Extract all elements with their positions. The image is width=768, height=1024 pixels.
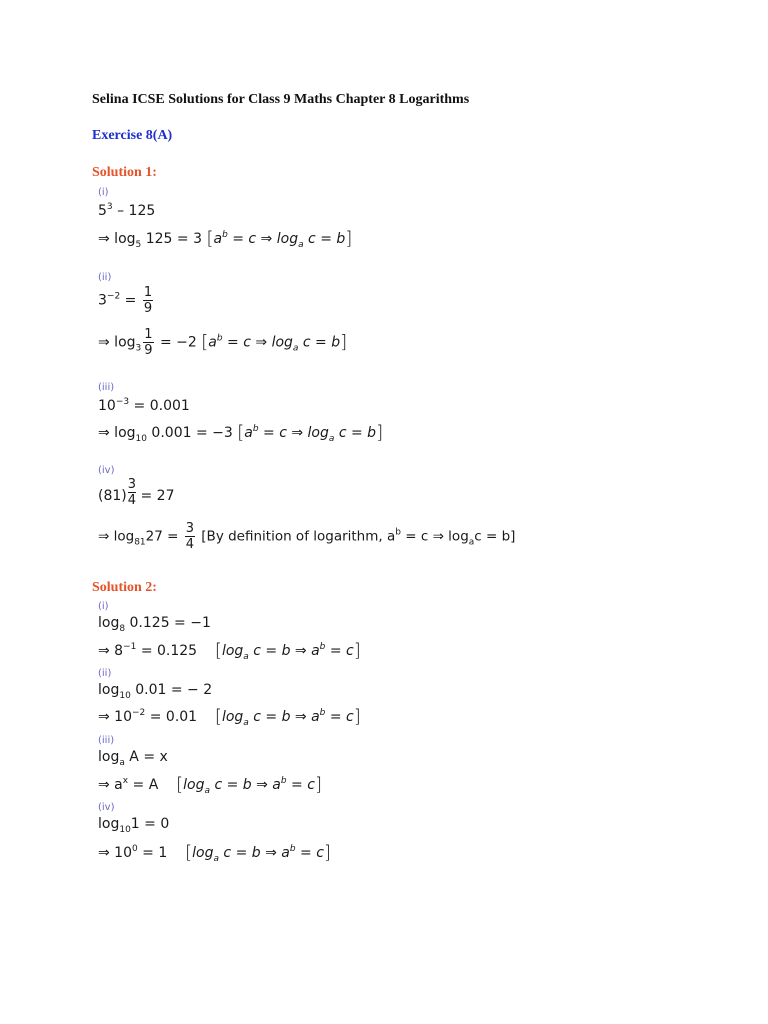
- rule-log-base: a: [213, 854, 219, 864]
- open-bracket: [: [214, 640, 222, 661]
- solution-1-part-i-label: (i): [98, 187, 109, 198]
- close-bracket: ]: [323, 842, 331, 863]
- rule-exponent: b: [280, 776, 287, 786]
- rule-exponent: b: [319, 642, 326, 652]
- text: = −2: [155, 334, 202, 351]
- log-base: 5: [135, 240, 142, 250]
- open-bracket: [: [237, 422, 245, 443]
- numerator: 1: [143, 285, 153, 300]
- open-bracket: [: [185, 842, 193, 863]
- denominator: 9: [143, 301, 153, 316]
- log-base: a: [119, 758, 125, 768]
- rule-a: a: [244, 425, 253, 441]
- text: 125 = 3: [141, 231, 207, 247]
- rule-log-base: a: [243, 718, 249, 728]
- rule-log: log: [221, 643, 244, 659]
- log-base: 81: [134, 537, 146, 548]
- solution-1-heading: Solution 1:: [92, 165, 157, 180]
- numerator: 3: [127, 477, 137, 492]
- rule-log-base: a: [204, 786, 211, 796]
- text: = 0.001: [129, 398, 190, 414]
- fractional-exponent: [128, 478, 136, 507]
- solution-1-iv-line-2: [98, 522, 515, 551]
- rule-log: log: [221, 709, 244, 725]
- rule-middle: = c ⇒ log: [258, 425, 329, 441]
- denominator: 4: [127, 493, 137, 508]
- solution-1-i-line-2: [98, 228, 352, 250]
- text: A = x: [124, 749, 168, 765]
- fraction: [143, 328, 153, 357]
- rule-log-base: a: [243, 652, 249, 662]
- definition-log-base: a: [468, 537, 475, 548]
- rule-middle: c = b ⇒ a: [248, 709, 320, 725]
- exponent: −3: [115, 397, 130, 407]
- solution-1-i-line-1: [98, 202, 155, 219]
- solution-2-heading: Solution 2:: [92, 580, 157, 595]
- fraction: [143, 286, 153, 315]
- rule-exponent: b: [289, 844, 296, 854]
- solution-2-part-iii-label: (iii): [98, 735, 115, 746]
- rule-middle: c = b ⇒ a: [248, 643, 320, 659]
- solution-1-ii-line-1: [98, 286, 155, 315]
- solution-1-part-iii-label: (iii): [98, 382, 115, 393]
- close-bracket: ]: [345, 228, 353, 249]
- solution-1-iv-line-1: [98, 478, 174, 507]
- solution-2-iii-line-2: [98, 774, 322, 796]
- rule-end: c = b: [334, 425, 377, 441]
- solution-2-iv-line-1: [98, 816, 169, 835]
- solution-2-part-iv-label: (iv): [98, 802, 115, 813]
- open-bracket: [: [214, 706, 222, 727]
- rule-end: = c: [286, 777, 315, 793]
- text: ⇒ log: [98, 231, 136, 247]
- solution-2-ii-line-2: [98, 706, 361, 728]
- exponent: −2: [132, 708, 146, 718]
- solution-2-part-i-label: (i): [98, 601, 109, 612]
- solution-2-ii-line-1: [98, 682, 212, 701]
- rule-log-base: a: [298, 240, 304, 250]
- rule-end: = c: [325, 709, 354, 725]
- log-base: 3: [135, 343, 142, 354]
- exponent: 3: [106, 202, 113, 212]
- close-bracket: ]: [353, 640, 361, 661]
- solution-2-i-line-2: [98, 640, 361, 662]
- text: 0.001 = −3: [146, 425, 238, 441]
- solution-1-part-iv-label: (iv): [98, 465, 115, 476]
- denominator: 4: [185, 537, 194, 552]
- log-base: 10: [135, 434, 147, 444]
- definition-middle: = c ⇒ log: [400, 528, 469, 545]
- rule-end: = c: [325, 643, 354, 659]
- text: ⇒ 10: [98, 709, 132, 725]
- text: log: [98, 615, 120, 631]
- close-bracket: ]: [340, 331, 348, 353]
- text: = 0.01: [145, 709, 202, 725]
- open-bracket: [: [176, 774, 184, 795]
- text: 0.125 = −1: [125, 615, 211, 631]
- base: (81): [98, 488, 127, 504]
- denominator: 9: [144, 343, 153, 358]
- solution-2-iii-line-1: [98, 749, 168, 768]
- solution-1-iii-line-1: [98, 397, 190, 414]
- solution-2-iv-line-2: [98, 842, 331, 864]
- solution-1-ii-line-2: [98, 328, 347, 357]
- rule-middle: c = b ⇒ a: [218, 845, 290, 861]
- text: 1 = 0: [130, 816, 170, 832]
- log-base: 8: [119, 624, 126, 634]
- text: 0.01 = − 2: [130, 682, 213, 698]
- text: ⇒ log: [98, 528, 135, 545]
- definition-text: [By definition of logarithm, a: [197, 528, 396, 545]
- rule-a: a: [208, 334, 217, 351]
- exercise-heading: Exercise 8(A): [92, 128, 173, 143]
- text: = 1: [137, 845, 172, 861]
- definition-end: c = b]: [474, 528, 516, 545]
- log-base: 10: [119, 691, 131, 701]
- close-bracket: ]: [376, 422, 384, 443]
- exponent: −1: [123, 642, 137, 652]
- text: ⇒ a: [98, 777, 123, 793]
- base: 10: [98, 398, 116, 414]
- solution-2-part-ii-label: (ii): [98, 668, 112, 679]
- rule-middle: = c ⇒ log: [227, 231, 299, 247]
- close-bracket: ]: [353, 706, 361, 727]
- numerator: 3: [185, 521, 194, 536]
- open-bracket: [: [201, 331, 209, 353]
- document-title: Selina ICSE Solutions for Class 9 Maths Chapter 8 Logarithms: [92, 92, 470, 107]
- rule-log: log: [192, 845, 214, 861]
- exponent: x: [122, 776, 129, 786]
- rule-exponent: b: [252, 424, 259, 434]
- text: ⇒ log: [98, 334, 136, 351]
- solution-2-i-line-1: [98, 615, 211, 634]
- rule-log-base: a: [328, 434, 335, 444]
- exponent: −2: [106, 291, 121, 302]
- rule-a: a: [213, 231, 223, 247]
- base: 3: [98, 292, 107, 309]
- text: ⇒ 10: [98, 845, 132, 861]
- numerator: 1: [144, 327, 153, 342]
- text: 27 =: [145, 528, 183, 545]
- rule-middle: c = b ⇒ a: [210, 777, 281, 793]
- definition-exponent: b: [395, 527, 401, 538]
- exponent: 0: [132, 844, 138, 854]
- rule-exponent: b: [222, 230, 228, 240]
- text: = 27: [136, 488, 175, 504]
- rule-end: c = b: [303, 231, 346, 247]
- rule-end: = c: [295, 845, 324, 861]
- text: = 0.125: [136, 643, 202, 659]
- rule-end: c = b: [298, 334, 341, 351]
- text: log: [98, 749, 120, 765]
- base: 5: [98, 203, 107, 219]
- text: =: [120, 292, 141, 309]
- rule-log-base: a: [292, 343, 299, 354]
- text: ⇒ log: [98, 425, 136, 441]
- text: – 125: [112, 203, 156, 219]
- log-base: 10: [119, 825, 131, 835]
- solution-1-part-ii-label: (ii): [98, 272, 112, 283]
- rule-exponent: b: [216, 333, 223, 344]
- text: ⇒ 8: [98, 643, 124, 659]
- text: = A: [128, 777, 163, 793]
- close-bracket: ]: [314, 774, 322, 795]
- rule-middle: = c ⇒ log: [222, 334, 293, 351]
- text: log: [98, 816, 120, 832]
- fraction: [185, 522, 195, 551]
- rule-log: log: [183, 777, 205, 793]
- open-bracket: [: [206, 228, 214, 249]
- text: log: [98, 682, 120, 698]
- solution-1-iii-line-2: [98, 422, 383, 444]
- rule-exponent: b: [319, 708, 326, 718]
